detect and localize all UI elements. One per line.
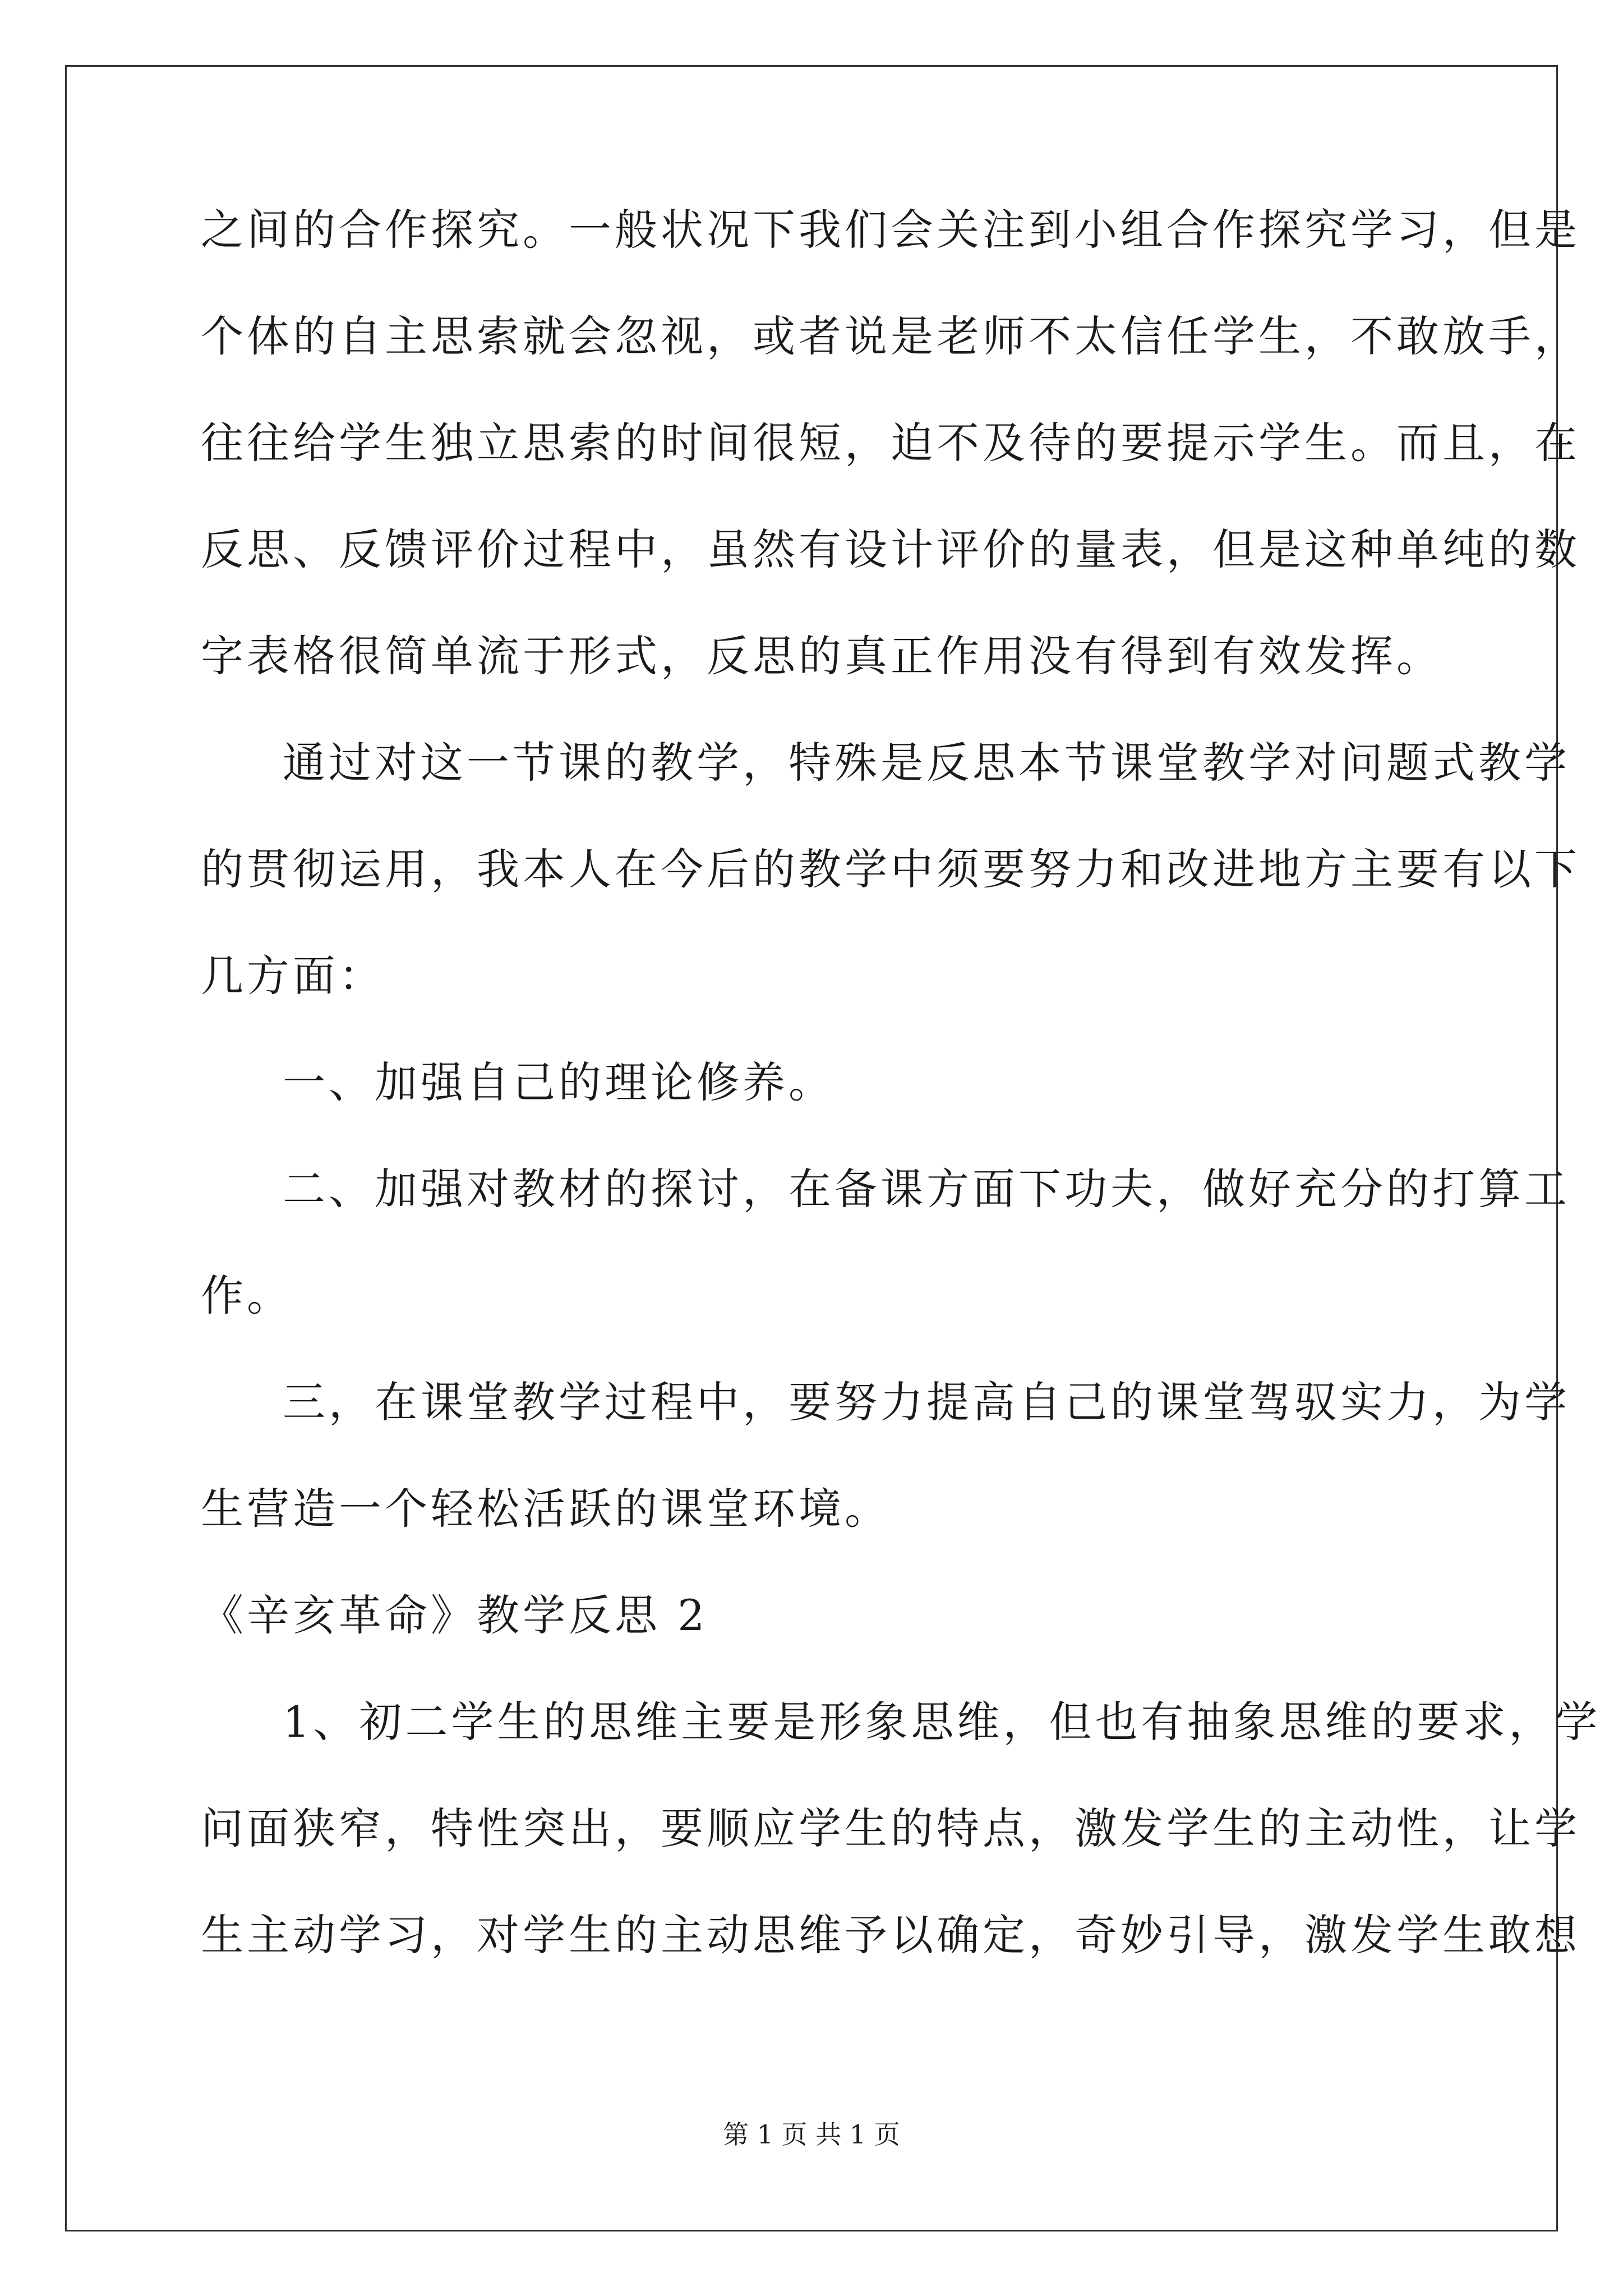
text-line: 几方面： — [201, 951, 385, 1001]
text-line: 字表格很简单流于形式，反思的真正作用没有得到有效发挥。 — [201, 631, 1442, 681]
text-line: 往往给学生独立思索的时间很短，迫不及待的要提示学生。而且，在 — [201, 418, 1580, 468]
list-item: 一、加强自己的理论修养。 — [283, 1057, 834, 1107]
page-footer: 第 1 页 共 1 页 — [723, 2119, 900, 2150]
text-line: 的贯彻运用，我本人在今后的教学中须要努力和改进地方主要有以下 — [201, 844, 1580, 894]
text-line: 作。 — [201, 1271, 293, 1320]
list-item: 二、加强对教材的探讨，在备课方面下功夫，做好充分的打算工 — [283, 1164, 1570, 1214]
text-line: 之间的合作探究。一般状况下我们会关注到小组合作探究学习，但是 — [201, 205, 1580, 255]
text-line: 生主动学习，对学生的主动思维予以确定，奇妙引导，激发学生敢想 — [201, 1910, 1580, 1960]
list-item: 三，在课堂教学过程中，要努力提高自己的课堂驾驭实力，为学 — [283, 1377, 1570, 1427]
text-line: 个体的自主思索就会忽视，或者说是老师不太信任学生，不敢放手， — [201, 311, 1580, 361]
text-line: 反思、反馈评价过程中，虽然有设计评价的量表，但是这种单纯的数 — [201, 524, 1580, 574]
section-heading: 《辛亥革命》教学反思 2 — [201, 1590, 708, 1640]
paragraph-start: 通过对这一节课的教学，特殊是反思本节课堂教学对问题式教学 — [283, 738, 1570, 788]
text-line: 生营造一个轻松活跃的课堂环境。 — [201, 1484, 891, 1534]
paragraph-start: 1、初二学生的思维主要是形象思维，但也有抽象思维的要求，学 — [283, 1697, 1601, 1747]
text-line: 问面狭窄，特性突出，要顺应学生的特点，激发学生的主动性，让学 — [201, 1803, 1580, 1853]
page-border — [65, 65, 1601, 2231]
